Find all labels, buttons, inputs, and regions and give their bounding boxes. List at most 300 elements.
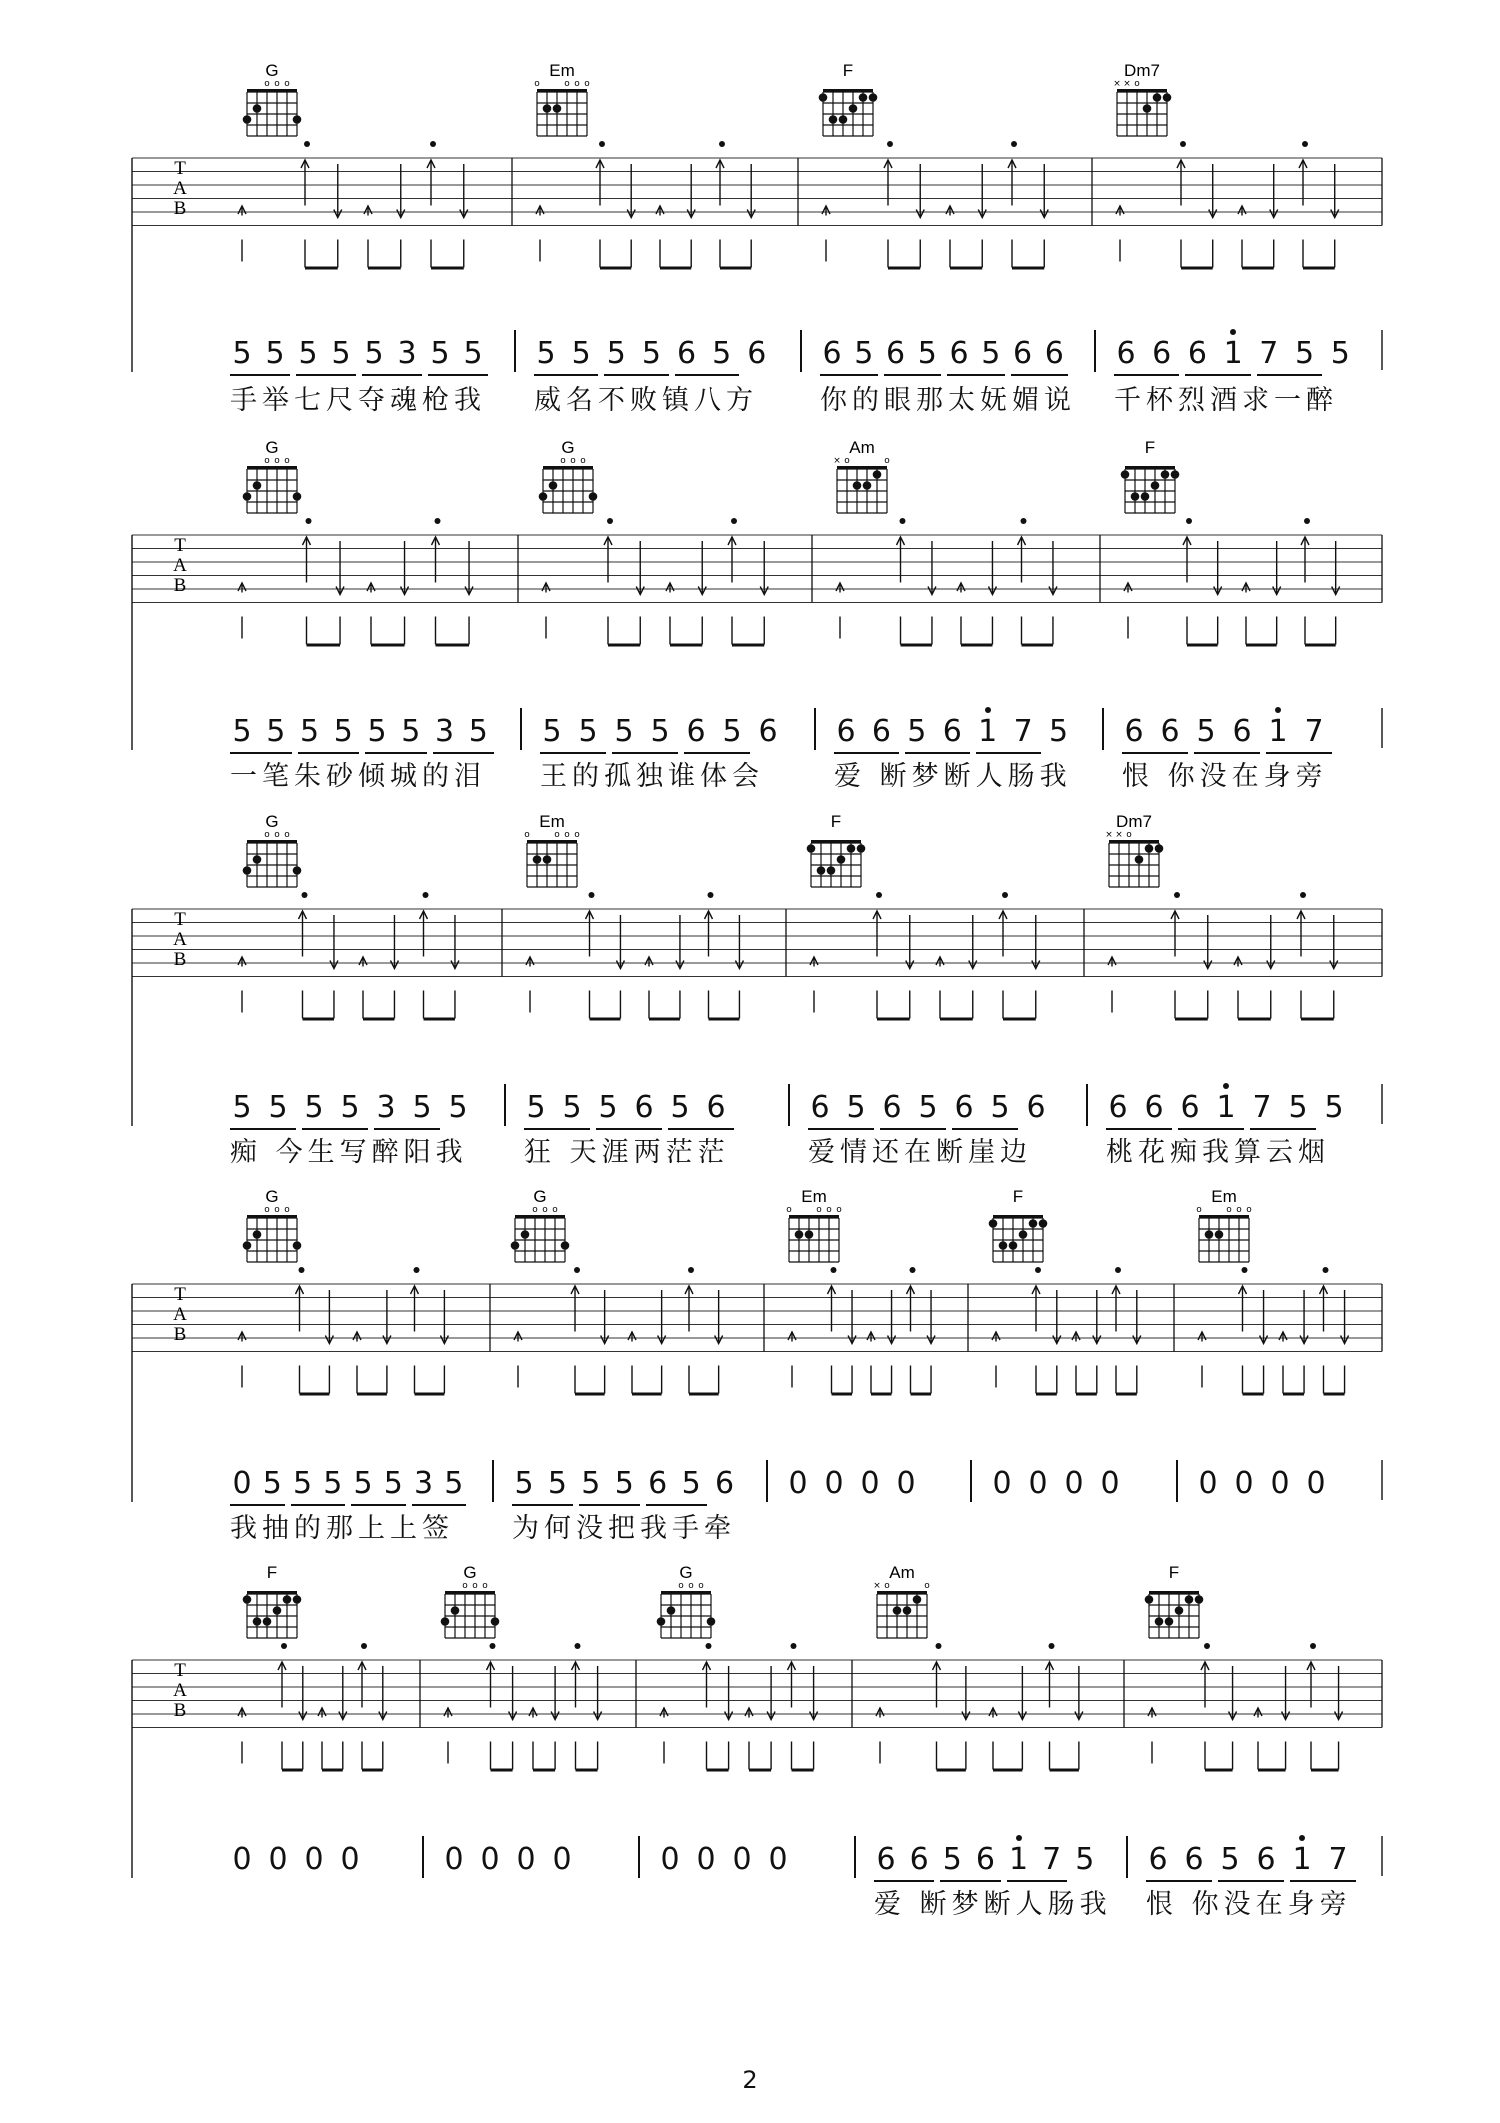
chord-diagram <box>1196 1187 1252 1262</box>
note-digit: 5 <box>942 1842 962 1877</box>
finger-dot <box>657 1617 666 1626</box>
finger-dot <box>533 855 542 864</box>
strum-pattern <box>660 1643 818 1772</box>
svg-text:o: o <box>570 456 576 466</box>
finger-dot <box>589 492 598 501</box>
finger-dot <box>795 1230 804 1239</box>
note-digit: 5 <box>463 336 483 371</box>
numbered-notation-row <box>0 1466 1500 1502</box>
tab-system <box>132 1187 1382 1502</box>
note-digit: 6 <box>1144 1090 1164 1125</box>
strum-pattern <box>1108 892 1338 1021</box>
notation-bar-line <box>1086 1084 1088 1126</box>
strum-pattern <box>822 141 1048 270</box>
note-digit: 5 <box>670 1090 690 1125</box>
note-digit: 6 <box>1184 1842 1204 1877</box>
note-digit: 6 <box>1108 1090 1128 1125</box>
eighth-underline <box>884 374 942 376</box>
lyric-text: 狂 天涯两茫茫 <box>524 1137 730 1168</box>
lyric-row <box>0 1888 1500 1922</box>
note-digit: 6 <box>1187 336 1207 371</box>
strum-pattern <box>238 518 473 647</box>
notation-bar-line <box>504 1084 506 1126</box>
tab-letter: A <box>173 1680 187 1701</box>
note-digit: 6 <box>758 714 778 749</box>
eighth-underline <box>230 752 292 754</box>
note-digit: 0 <box>788 1466 808 1501</box>
note-digit: 1 <box>1212 1090 1240 1126</box>
eighth-underline <box>230 1504 285 1506</box>
chord-diagram <box>786 1187 842 1262</box>
svg-text:×: × <box>1123 79 1131 89</box>
svg-text:o: o <box>274 830 280 840</box>
finger-dot <box>451 1606 460 1615</box>
finger-dot <box>829 115 838 124</box>
finger-dot <box>1155 844 1164 853</box>
finger-dot <box>243 1595 252 1604</box>
svg-text:o: o <box>264 1205 270 1215</box>
tab-letter: A <box>173 929 187 950</box>
finger-dot <box>1029 1219 1038 1228</box>
finger-dot <box>999 1241 1008 1250</box>
eighth-underline <box>1266 752 1332 754</box>
svg-text:o: o <box>274 1205 280 1215</box>
note-digit: 1 <box>1264 714 1292 750</box>
note-digit: 0 <box>732 1842 752 1877</box>
note-digit: 0 <box>660 1842 680 1877</box>
svg-text:o: o <box>564 830 570 840</box>
note-digit: 5 <box>448 1090 468 1125</box>
note-digit: 5 <box>266 714 286 749</box>
svg-text:o: o <box>884 1581 890 1591</box>
note-digit: 6 <box>1232 714 1252 749</box>
eighth-underline <box>230 374 290 376</box>
lyric-text: 痴 今生写醉阳我 <box>230 1137 468 1168</box>
chord-name: Dm7 <box>1124 61 1160 80</box>
svg-text:o: o <box>1226 1205 1232 1215</box>
finger-dot <box>847 844 856 853</box>
finger-dot <box>243 866 252 875</box>
eighth-underline <box>612 752 678 754</box>
finger-dot <box>1171 470 1180 479</box>
note-digit: 6 <box>954 1090 974 1125</box>
note-digit: 6 <box>706 1090 726 1125</box>
eighth-underline <box>291 1504 346 1506</box>
svg-text:×: × <box>1113 79 1121 89</box>
svg-text:o: o <box>1236 1205 1242 1215</box>
eighth-underline <box>374 1128 440 1130</box>
chord-diagram <box>833 438 890 513</box>
note-digit: 5 <box>722 714 742 749</box>
notation-bar-line <box>766 1460 768 1502</box>
finger-dot <box>807 844 816 853</box>
high-octave-dot <box>1223 1083 1229 1089</box>
lyric-text: 爱 断梦断人肠我 <box>834 761 1072 792</box>
svg-text:o: o <box>264 830 270 840</box>
numbered-notation-row <box>0 714 1500 750</box>
numbered-notation-row <box>0 336 1500 372</box>
chord-diagram <box>1113 61 1171 136</box>
svg-text:o: o <box>1134 79 1140 89</box>
note-digit: 5 <box>299 714 320 749</box>
note-digit: 5 <box>907 714 927 749</box>
svg-text:×: × <box>1115 830 1123 840</box>
note-digit: 6 <box>747 336 767 371</box>
note-digit: 6 <box>1124 714 1144 749</box>
chord-name: Em <box>801 1187 827 1206</box>
note-digit: 5 <box>990 1090 1010 1125</box>
note-digit: 5 <box>265 336 285 371</box>
note-digit: 6 <box>885 336 906 371</box>
page-number: 2 <box>742 2066 758 2094</box>
notation-bar-line <box>492 1460 494 1502</box>
eighth-underline <box>808 1128 874 1130</box>
note-digit: 5 <box>614 1466 634 1501</box>
note-digit: 6 <box>1152 336 1172 371</box>
note-digit: 5 <box>383 1466 403 1501</box>
finger-dot <box>1195 1595 1204 1604</box>
note-digit: 5 <box>681 1466 701 1501</box>
finger-dot <box>1185 1595 1194 1604</box>
note-digit: 6 <box>882 1090 902 1125</box>
finger-dot <box>857 844 866 853</box>
finger-dot <box>263 1617 272 1626</box>
notation-bar-line <box>638 1836 640 1878</box>
note-digit: 0 <box>768 1842 788 1877</box>
chord-diagram <box>243 812 302 887</box>
note-digit: 5 <box>581 1466 601 1501</box>
finger-dot <box>293 1241 302 1250</box>
eighth-underline <box>880 1128 946 1130</box>
finger-dot <box>817 866 826 875</box>
chord-name: Em <box>1211 1187 1237 1206</box>
strum-pattern <box>992 1267 1141 1396</box>
svg-text:o: o <box>574 79 580 89</box>
svg-text:o: o <box>264 456 270 466</box>
lyric-text: 恨 你没在身旁 <box>1122 761 1328 792</box>
svg-text:o: o <box>462 1581 468 1591</box>
note-digit: 0 <box>232 1842 252 1877</box>
finger-dot <box>989 1219 998 1228</box>
note-digit: 6 <box>822 336 842 371</box>
note-digit: 5 <box>1295 336 1315 371</box>
finger-dot <box>293 492 302 501</box>
eighth-underline <box>874 1880 934 1882</box>
finger-dot <box>707 1617 716 1626</box>
eighth-underline <box>1114 374 1179 376</box>
notation-bar-line <box>520 708 522 750</box>
note-digit: 6 <box>836 714 856 749</box>
eighth-underline <box>362 374 422 376</box>
chord-name: F <box>266 1563 278 1582</box>
note-digit: 6 <box>909 1842 929 1877</box>
note-digit: 5 <box>1196 714 1216 749</box>
note-digit: 5 <box>536 336 556 371</box>
chord-diagram <box>1121 438 1180 513</box>
svg-text:o: o <box>482 1581 488 1591</box>
finger-dot <box>539 492 548 501</box>
eighth-underline <box>1290 1880 1356 1882</box>
finger-dot <box>273 1606 282 1615</box>
eighth-underline <box>1250 1128 1316 1130</box>
finger-dot <box>893 1606 902 1615</box>
strum-pattern <box>788 1267 935 1396</box>
note-digit: 5 <box>331 336 351 371</box>
eighth-underline <box>1194 752 1260 754</box>
note-digit: 5 <box>1288 1090 1308 1125</box>
note-digit: 6 <box>1044 336 1064 371</box>
notation-bar-line <box>800 330 802 372</box>
finger-dot <box>1019 1230 1028 1239</box>
note-digit: 5 <box>1075 1842 1095 1877</box>
note-digit: 6 <box>686 714 706 749</box>
finger-dot <box>1205 1230 1214 1239</box>
chord-name: F <box>842 61 854 80</box>
finger-dot <box>1145 1595 1154 1604</box>
tab-letter: T <box>174 909 186 930</box>
note-digit: 0 <box>1028 1466 1048 1501</box>
notation-bar-line <box>422 1836 424 1878</box>
note-digit: 6 <box>876 1842 896 1877</box>
strum-pattern <box>1124 518 1340 647</box>
numbered-notation-row <box>0 1090 1500 1126</box>
lyric-row <box>0 1136 1500 1170</box>
strum-pattern <box>1198 1267 1349 1396</box>
note-digit: 5 <box>1324 1090 1344 1125</box>
finger-dot <box>253 855 262 864</box>
eighth-underline <box>428 374 488 376</box>
note-digit: 0 <box>304 1842 324 1877</box>
strum-pattern <box>542 518 768 647</box>
eighth-underline <box>834 752 899 754</box>
note-digit: 5 <box>918 1090 938 1125</box>
finger-dot <box>543 104 552 113</box>
tab-letter: T <box>174 158 186 179</box>
note-digit: 0 <box>1064 1466 1084 1501</box>
high-octave-dot <box>1016 1835 1022 1841</box>
strum-pattern <box>238 141 468 270</box>
lyric-text: 为何没把我手牵 <box>512 1513 736 1544</box>
finger-dot <box>253 1617 262 1626</box>
note-digit: 3 <box>413 1466 434 1501</box>
high-octave-dot <box>1299 1835 1305 1841</box>
eighth-underline <box>604 374 668 376</box>
chord-name: Am <box>889 1563 915 1582</box>
lyric-text: 王的孤独谁体会 <box>540 761 764 792</box>
notation-bar-line <box>1102 708 1104 750</box>
eighth-underline <box>433 752 495 754</box>
note-digit: 5 <box>854 336 874 371</box>
finger-dot <box>839 115 848 124</box>
svg-text:o: o <box>472 1581 478 1591</box>
finger-dot <box>253 481 262 490</box>
note-digit: 5 <box>514 1466 534 1501</box>
finger-dot <box>253 104 262 113</box>
note-digit: 5 <box>304 1090 324 1125</box>
finger-dot <box>869 93 878 102</box>
notation-bar-line <box>854 1836 856 1878</box>
chord-name: G <box>265 438 279 457</box>
eighth-underline <box>296 374 356 376</box>
svg-text:o: o <box>264 79 270 89</box>
note-digit: 1 <box>1288 1842 1316 1878</box>
note-digit: 6 <box>1256 1842 1276 1877</box>
finger-dot <box>819 93 828 102</box>
finger-dot <box>491 1617 500 1626</box>
note-digit: 0 <box>480 1842 500 1877</box>
note-digit: 5 <box>292 1466 313 1501</box>
eighth-underline <box>1218 1880 1284 1882</box>
finger-dot <box>549 481 558 490</box>
strum-pattern <box>536 141 755 270</box>
note-digit: 1 <box>1219 336 1247 372</box>
strum-pattern <box>1148 1643 1343 1772</box>
lyric-text: 恨 你没在身旁 <box>1146 1889 1352 1920</box>
note-digit: 5 <box>333 714 353 749</box>
tab-letter: B <box>173 1324 187 1345</box>
svg-text:o: o <box>284 79 290 89</box>
note-digit: 5 <box>430 336 450 371</box>
finger-dot <box>441 1617 450 1626</box>
note-digit: 5 <box>232 336 252 371</box>
note-digit: 1 <box>974 714 1002 750</box>
finger-dot <box>253 1230 262 1239</box>
chord-name: Em <box>549 61 575 80</box>
eighth-underline <box>512 1504 573 1506</box>
note-digit: 5 <box>262 1466 282 1501</box>
finger-dot <box>1145 844 1154 853</box>
svg-text:o: o <box>1196 1205 1202 1215</box>
eighth-underline <box>947 374 1005 376</box>
eighth-underline <box>579 1504 640 1506</box>
finger-dot <box>1165 1617 1174 1626</box>
svg-text:o: o <box>542 1205 548 1215</box>
eighth-underline <box>1122 752 1188 754</box>
eighth-underline <box>675 374 739 376</box>
eighth-underline <box>952 1128 1018 1130</box>
numbered-notation-row <box>0 1842 1500 1878</box>
notation-bar-line <box>514 330 516 372</box>
chord-name: G <box>561 438 575 457</box>
eighth-underline <box>976 752 1041 754</box>
svg-text:o: o <box>844 456 850 466</box>
svg-text:o: o <box>836 1205 842 1215</box>
note-digit: 5 <box>364 336 384 371</box>
chord-diagram <box>243 438 302 513</box>
note-digit: 5 <box>367 714 387 749</box>
finger-dot <box>903 1606 912 1615</box>
high-octave-dot <box>1275 707 1281 713</box>
lyric-text: 我抽的那上上签 <box>230 1513 454 1544</box>
note-digit: 0 <box>1234 1466 1254 1501</box>
note-digit: 6 <box>1160 714 1180 749</box>
note-digit: 5 <box>562 1090 582 1125</box>
notation-bar-line <box>1176 1460 1178 1502</box>
chord-diagram <box>511 1187 570 1262</box>
finger-dot <box>553 104 562 113</box>
finger-dot <box>1175 1606 1184 1615</box>
note-digit: 5 <box>232 1090 252 1125</box>
finger-dot <box>853 481 862 490</box>
chord-name: G <box>265 812 279 831</box>
note-digit: 6 <box>1148 1842 1168 1877</box>
tab-system <box>132 812 1382 1126</box>
note-digit: 0 <box>1100 1466 1120 1501</box>
finger-dot <box>243 115 252 124</box>
finger-dot <box>283 1595 292 1604</box>
notation-bar-line <box>814 708 816 750</box>
chord-diagram <box>989 1187 1048 1262</box>
note-digit: 5 <box>712 336 732 371</box>
lyric-text: 威名不败镇八方 <box>534 385 758 416</box>
tab-system <box>132 438 1382 750</box>
chord-name: Am <box>849 438 875 457</box>
strum-pattern <box>1116 141 1339 270</box>
note-digit: 5 <box>542 714 562 749</box>
svg-text:o: o <box>1246 1205 1252 1215</box>
strum-pattern <box>876 1643 1083 1772</box>
finger-dot <box>561 1241 570 1250</box>
note-digit: 0 <box>896 1466 916 1501</box>
eighth-underline <box>534 374 598 376</box>
note-digit: 5 <box>323 1466 343 1501</box>
notation-bar-line <box>1094 330 1096 372</box>
tab-letter: B <box>173 1700 187 1721</box>
tab-letter: B <box>173 198 187 219</box>
finger-dot <box>913 1595 922 1604</box>
note-digit: 6 <box>1026 1090 1046 1125</box>
strum-pattern <box>810 892 1040 1021</box>
note-digit: 3 <box>434 714 455 749</box>
eighth-underline <box>1106 1128 1172 1130</box>
note-digit: 7 <box>1013 714 1033 749</box>
note-digit: 5 <box>650 714 670 749</box>
tab-letter: T <box>174 1660 186 1681</box>
eighth-underline <box>302 1128 368 1130</box>
note-digit: 7 <box>1328 1842 1348 1877</box>
eighth-underline <box>298 752 360 754</box>
svg-text:o: o <box>284 456 290 466</box>
eighth-underline <box>365 752 427 754</box>
note-digit: 7 <box>1252 1090 1272 1125</box>
svg-text:×: × <box>1105 830 1113 840</box>
chord-diagram <box>524 812 580 887</box>
note-digit: 5 <box>353 1466 373 1501</box>
note-digit: 5 <box>412 1090 432 1125</box>
note-digit: 6 <box>1012 336 1033 371</box>
finger-dot <box>293 115 302 124</box>
finger-dot <box>1121 470 1130 479</box>
note-digit: 5 <box>571 336 591 371</box>
eighth-underline <box>1178 1128 1244 1130</box>
tab-letter: B <box>173 949 187 970</box>
chord-name: F <box>1144 438 1156 457</box>
note-digit: 6 <box>871 714 891 749</box>
lyric-row <box>0 760 1500 794</box>
notation-bar-line <box>1126 1836 1128 1878</box>
finger-dot <box>863 481 872 490</box>
note-digit: 5 <box>846 1090 866 1125</box>
svg-text:o: o <box>564 79 570 89</box>
eighth-underline <box>1011 374 1069 376</box>
note-digit: 6 <box>949 336 969 371</box>
svg-text:o: o <box>884 456 890 466</box>
chord-name: G <box>533 1187 547 1206</box>
note-digit: 5 <box>298 336 318 371</box>
finger-dot <box>1009 1241 1018 1250</box>
eighth-underline <box>412 1504 467 1506</box>
tab-system <box>132 1563 1382 1878</box>
